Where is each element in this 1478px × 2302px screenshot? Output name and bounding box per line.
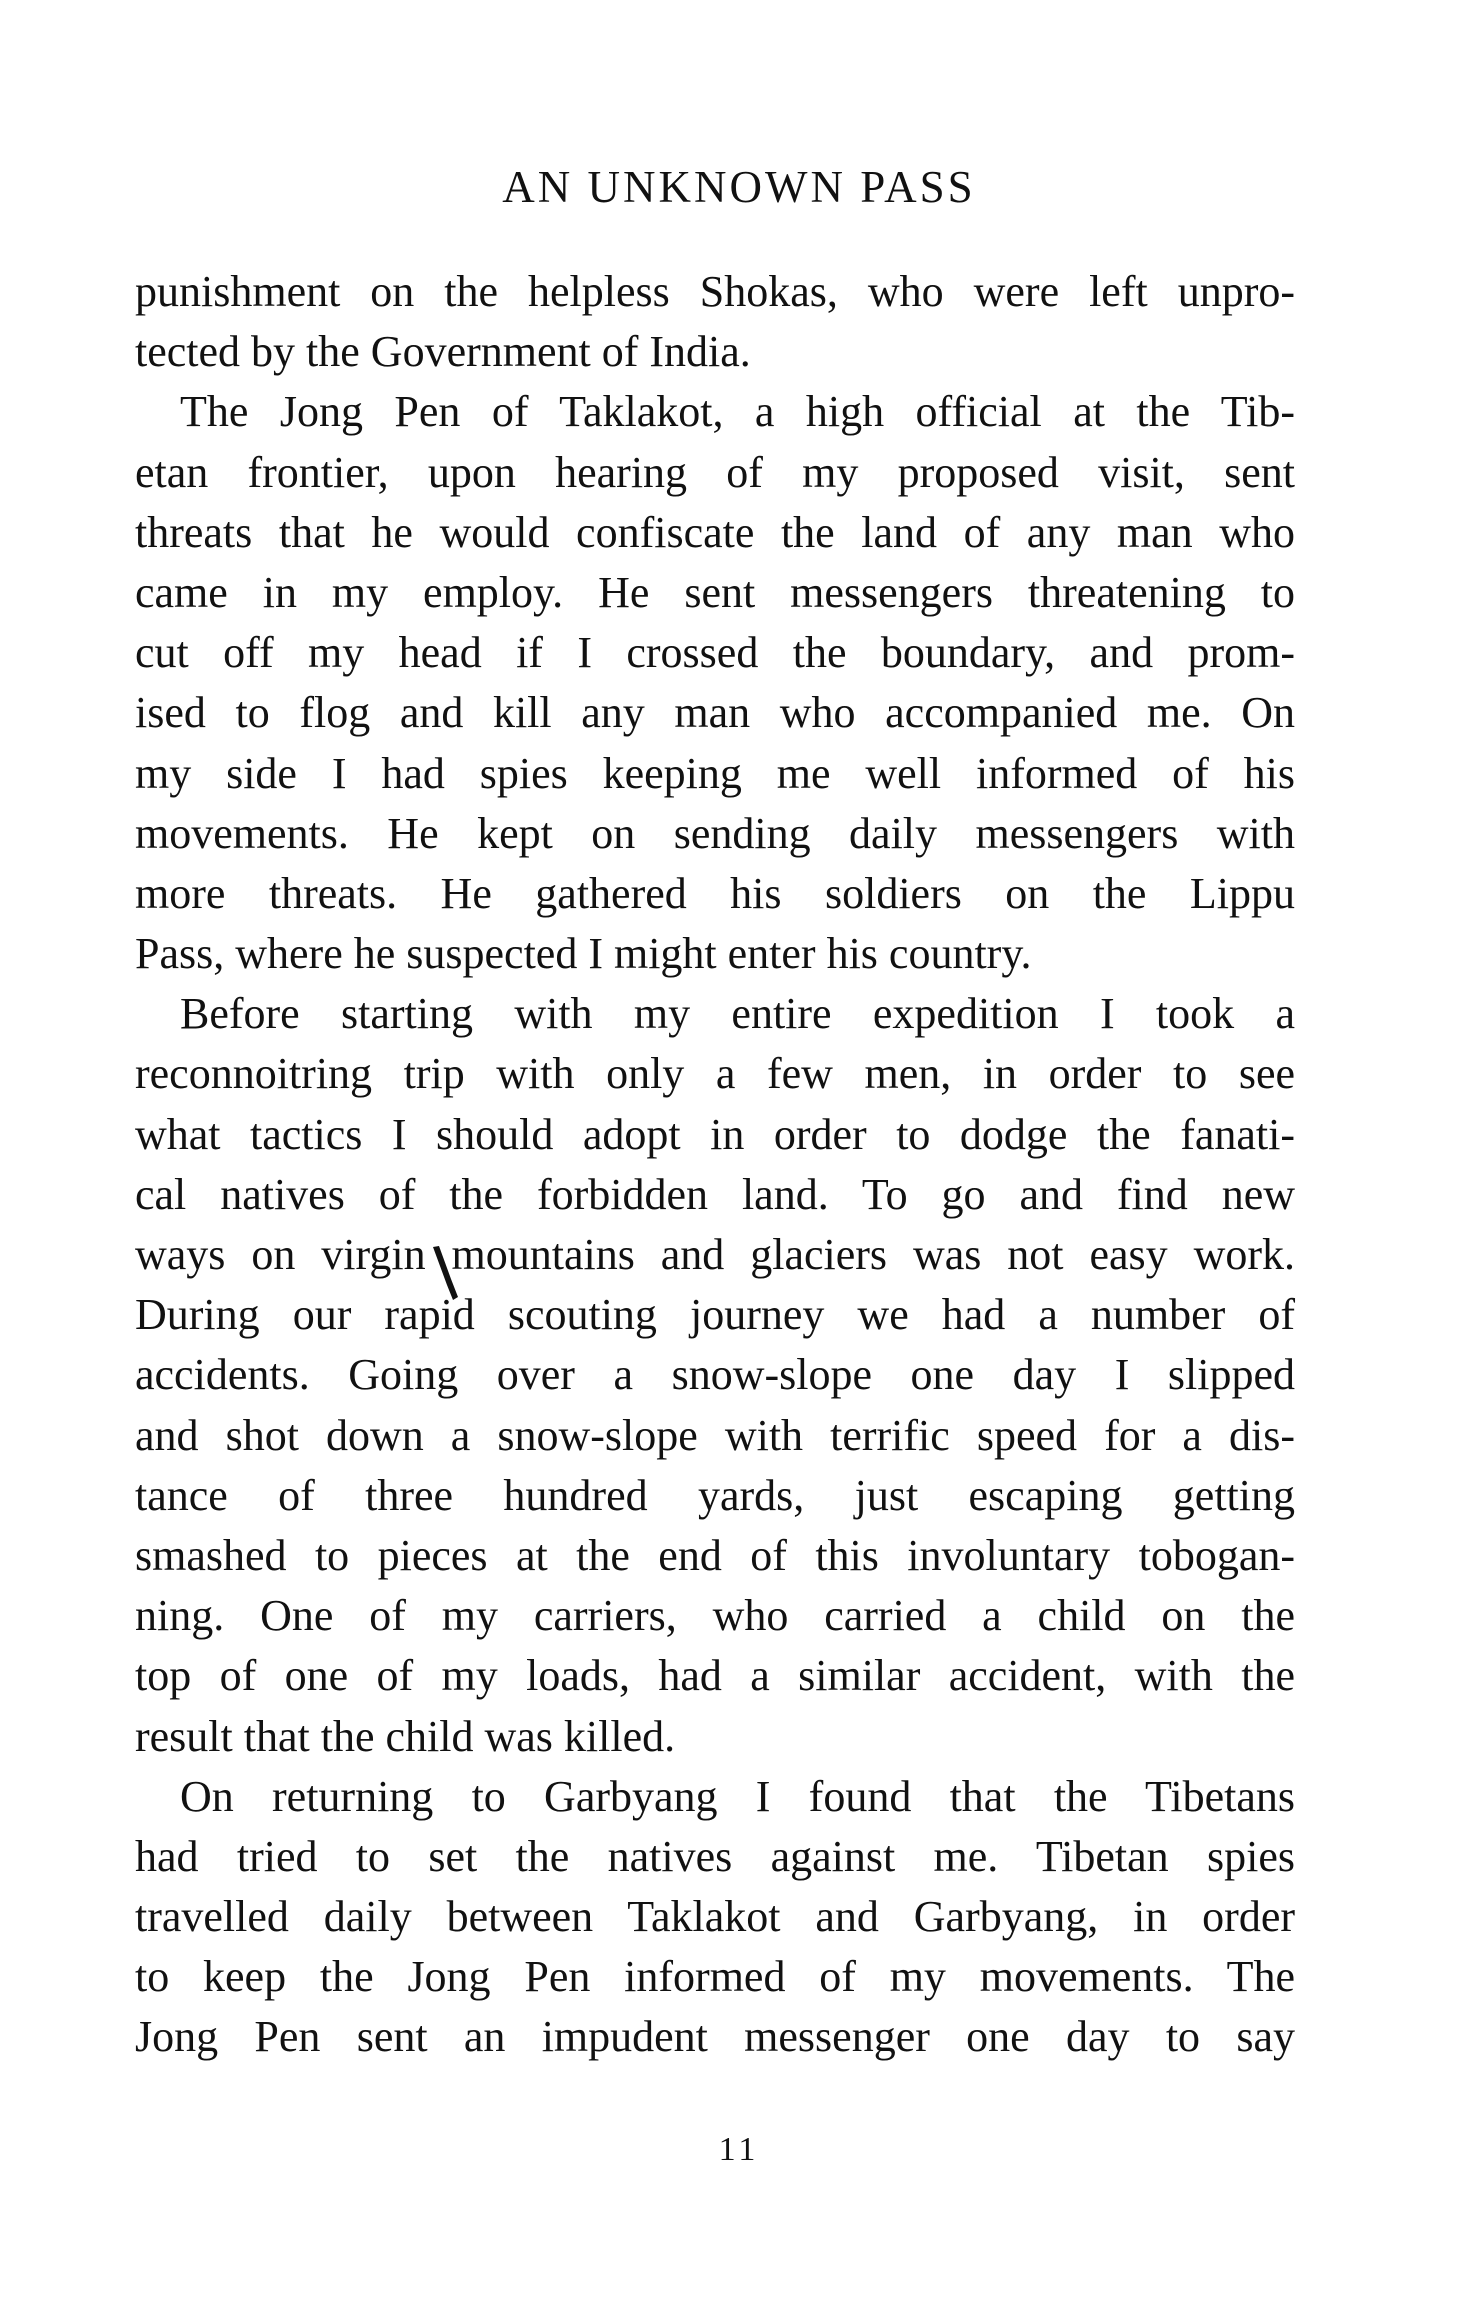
body-text [135,262,1295,2068]
text-line: During our rapid scouting journey we had a number of [135,1290,1295,1340]
text-line: my side I had spies keeping me well informed of his [135,748,1295,798]
text-line: result that the child was killed. [135,1711,676,1761]
text-line: to keep the Jong Pen informed of my movements. The [135,1952,1295,2002]
text-line: ning. One of my carriers, who carried a child on the [135,1591,1295,1641]
text-line: punishment on the helpless Shokas, who were left unpro- [135,267,1295,316]
text-line: Before starting with my entire expedition I took a [180,989,1295,1039]
text-line: ways on virgin mountains and glaciers was not easy work. [135,1230,1295,1279]
text-line: accidents. Going over a snow-slope one day I slipped [135,1350,1295,1400]
text-line: ised to flog and kill any man who accompanied me. On [135,688,1295,738]
text-line: tected by the Government of India. [135,327,751,377]
text-line: movements. He kept on sending daily messengers with [135,808,1295,858]
text-line: etan frontier, upon hearing of my proposed visit, sent [135,447,1295,497]
text-line: had tried to set the natives against me. Tibetan spies [135,1831,1295,1881]
text-line: came in my employ. He sent messengers threatening to [135,567,1295,617]
text-line: tance of three hundred yards, just escaping getting [135,1470,1295,1520]
running-head: AN UNKNOWN PASS [502,162,976,212]
text-line: cut off my head if I crossed the boundary, and prom- [135,628,1295,678]
text-line: smashed to pieces at the end of this involuntary tobogan- [135,1530,1295,1580]
text-line: top of one of my loads, had a similar accident, with the [135,1651,1295,1701]
text-line: more threats. He gathered his soldiers on the Lippu [135,868,1295,918]
text-line: what tactics I should adopt in order to dodge the fanati- [135,1109,1295,1159]
text-line: and shot down a snow-slope with terrific speed for a dis- [135,1410,1295,1460]
text-line: cal natives of the forbidden land. To go and find new [135,1169,1295,1219]
page-number: 11 [718,2131,760,2168]
text-line: threats that he would confiscate the land of any man who [135,507,1295,557]
ink-blot-mark [430,1245,464,1301]
text-line: Pass, where he suspected I might enter his country. [135,929,1032,979]
text-line: reconnoitring trip with only a few men, in order to see [135,1049,1295,1099]
text-line: Jong Pen sent an impudent messenger one day to say [135,2012,1295,2062]
text-line: On returning to Garbyang I found that the Tibetans [180,1771,1295,1821]
text-line: travelled daily between Taklakot and Garbyang, in order [135,1892,1295,1942]
text-line: The Jong Pen of Taklakot, a high official at the Tib- [180,387,1295,437]
